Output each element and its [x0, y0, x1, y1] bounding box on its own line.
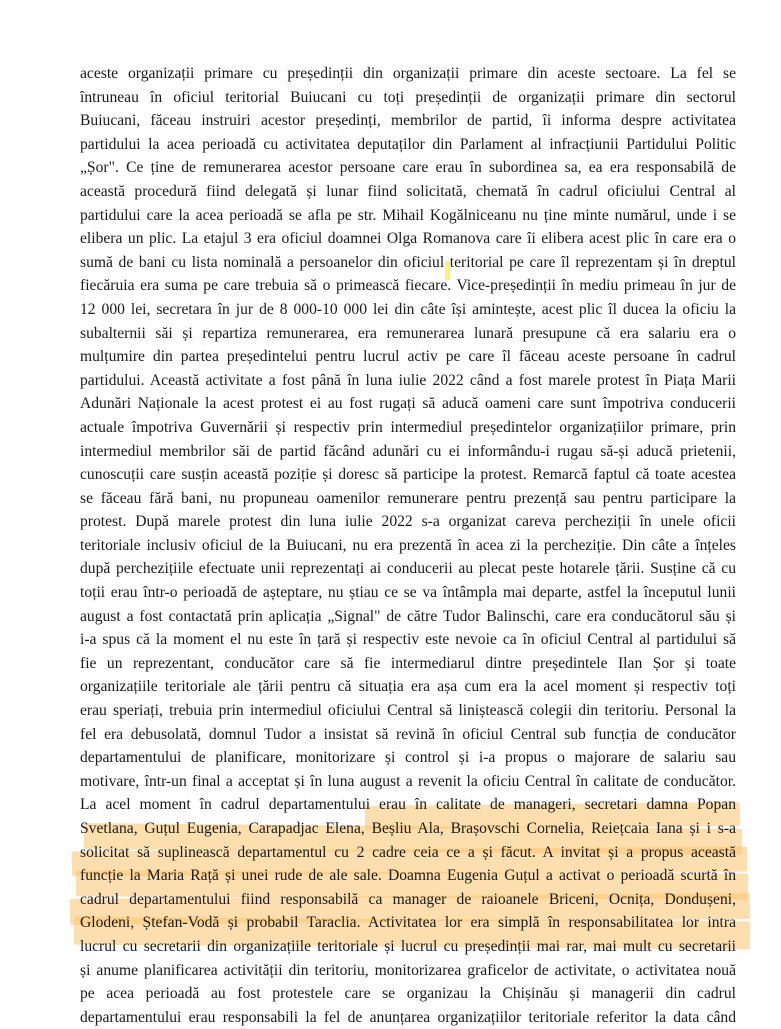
text-line: partidului la acea perioadă cu activitatea deputaților din Parlament al infracțiunii Partidului Politic: [80, 135, 736, 153]
text-line: fel era debusolată, domnul Tudor a insistat să revină în oficiul Central sub funcția de conducător: [80, 725, 736, 743]
text-line: după perchezițiile efectuate unii reprezentați ai conducerii au plecat peste hotarele țării. Susține că cu: [80, 560, 736, 578]
text-line: solicitat să suplinească departamentul cu 2 cadre ceia ce a și făcut. A invitat și a propus această: [80, 843, 736, 861]
text-line: organizațiile teritoriale ale țării pentru că situația era așa cum era la acel moment și respectiv toți: [80, 678, 736, 696]
text-line: subalternii săi și repartiza remunerarea, era remunerarea lunară presupune că era salariu era o: [80, 324, 736, 342]
text-line: intermediul membrilor săi de partid făcând adunări cu ei informându-i rugau să-și aducă prietenii,: [80, 442, 736, 460]
text-line: Buiucani, făceau instruiri acestor președinți, membrilor de partid, îi informa despre activitatea: [80, 112, 736, 130]
document-body: [80, 62, 736, 1029]
text-line: 12 000 lei, secretara în jur de 8 000-10 000 lei din câte își amintește, acest plic îl ducea la oficiu la: [80, 300, 736, 318]
text-line: actuale împotriva Guvernării și respectiv prin intermediul președintelor organizațiilor primare, prin: [80, 418, 736, 436]
text-line: motivare, într-un final a acceptat și în luna august a revenit la oficiu Central în calitate de conducător.: [80, 772, 736, 790]
text-line: cadrul departamentului fiind responsabilă ca manager de raioanele Briceni, Ocnița, Dondușeni,: [80, 890, 736, 908]
text-line: august a fost contactată prin aplicația „Signal" de către Tudor Balinschi, care era conducătorul său și: [80, 607, 736, 625]
text-line: funcție la Maria Rață și unei rude de ale sale. Doamna Eugenia Guțul a activat o perioadă scurtă în: [80, 867, 736, 885]
text-line: partidului. Această activitate a fost până în luna iulie 2022 când a fost marele protest în Piața Marii: [80, 371, 736, 389]
text-line: departamentului de planificare, monitorizare și control și i-a propus o majorare de salariu sau: [80, 749, 736, 767]
text-line: La acel moment în cadrul departamentului erau în calitate de manageri, secretari damna Popan: [80, 796, 736, 814]
text-line: Svetlana, Guțul Eugenia, Carapadjac Elena, Beșliu Ala, Brașovschi Cornelia, Reiețcaia Iana și i s-a: [80, 820, 736, 837]
text-line: Adunări Naționale la acest protest ei au fost rugați să aducă oameni care sunt împotriva conducerii: [80, 395, 736, 413]
text-line: departamentului erau responsabili la fel de anunțarea organizațiilor teritoriale referitor la data când: [80, 1008, 736, 1026]
text-line: sumă de bani cu lista nominală a persoanelor din oficiul teritorial pe care îl reprezentam și în dreptul: [80, 253, 736, 271]
text-line: mulțumire din partea președintelui pentru lucrul activ pe care îl făceau aceste persoane în cadrul: [80, 348, 736, 366]
text-line: Glodeni, Ștefan-Vodă și probabil Taraclia. Activitatea lor era simplă în responsabilitatea lor intra: [80, 914, 736, 932]
text-line: această procedură fiind delegată și lunar fiind solicitată, chemată în cadrul oficiului Central al: [80, 182, 736, 200]
text-line: fie un reprezentant, conducător care să fie intermediarul dintre președintele Ilan Șor și toate: [80, 654, 736, 672]
text-line: întruneau în oficiul teritorial Buiucani cu toți președinții de organizații primare din sectorul: [80, 88, 736, 106]
text-line: teritoriale inclusiv oficiul de la Buiucani, nu era prezentă în acea zi la percheziție. Din câte a înțeles: [80, 536, 736, 554]
text-line: și anume planificarea activității din teritoriu, monitorizarea graficelor de activitate, o activitatea nouă: [80, 961, 736, 979]
text-line: erau speriați, trebuia prin intermediul oficiului Central să liniștească colegii din teritoriu. Personal la: [80, 702, 736, 720]
text-line: elibera un plic. La etajul 3 era oficiul doamnei Olga Romanova care îi elibera acest plic în care era o: [80, 230, 736, 248]
text-line: partidului care la acea perioadă se afla pe str. Mihail Kogălniceanu nu ține minte numărul, unde i se: [80, 206, 736, 224]
text-line: aceste organizații primare cu președinții din organizații primare din aceste sectoare. La fel se: [80, 65, 736, 82]
text-line: cunoscuții care susțin această poziție și doresc să participe la protest. Remarcă faptul că toate acestea: [80, 466, 736, 484]
text-line: fiecăruia era suma pe care trebuia să o primească fiecare. Vice-președinții în mediu primeau în jur de: [80, 277, 736, 295]
text-line: pe acea perioadă au fost protestele care se organizau la Chișinău și managerii din cadrul: [80, 985, 736, 1003]
text-line: toții erau într-o perioadă de așteptare, nu știau ce se va întâmpla mai departe, astfel la începutul lunii: [80, 584, 736, 602]
text-line: lucrul cu secretarii din organizațiile teritoriale și lucrul cu președinții mai rar, mai mult cu secretarii: [80, 937, 736, 955]
text-line: „Șor". Ce ține de remunerarea acestor persoane care erau în subordinea sa, ea era responsabilă de: [80, 159, 736, 177]
text-line: i-a spus că la moment el nu este în țară și respectiv este nevoie ca în oficiul Central al partidului să: [80, 631, 736, 649]
text-line: se făceau fără bani, nu propuneau oamenilor remunerare pentru prezență sau pentru participare la: [80, 489, 736, 507]
text-line: protest. După marele protest din luna iulie 2022 s-a organizat careva percheziții în unele oficii: [80, 513, 736, 531]
